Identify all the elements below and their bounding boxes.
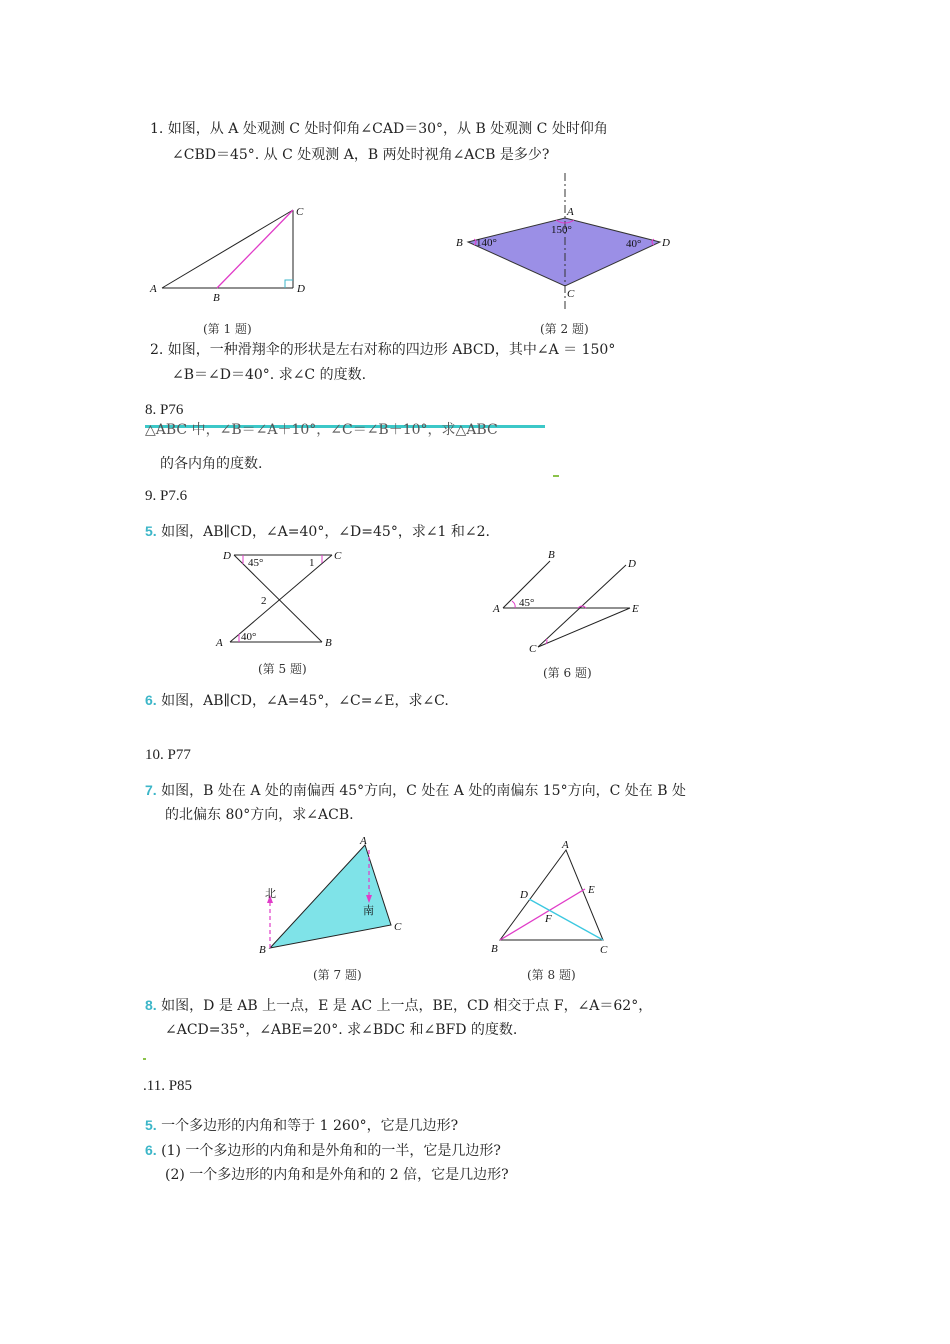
figure-5 [210,545,340,655]
s11-q6-text-1: (1) 一个多边形的内角和是外角和的一半，它是几边形? [161,1143,501,1159]
section-8-line-2: 的各内角的度数. [160,456,263,472]
f8-label-c: C [600,944,608,956]
green-dot [143,1058,146,1060]
figure-1 [145,200,315,310]
f8-label-f: F [545,913,552,925]
f8-label-e: E [588,884,595,896]
f6-angle-a: 45° [519,597,535,609]
section-10-q8-line-2: ∠ACD=35°，∠ABE=20°. 求∠BDC 和∠BFD 的度数. [165,1022,518,1038]
f2-label-a: A [567,206,574,218]
f5-label-c: C [334,550,342,562]
f5-angle-d: 45° [248,557,264,569]
q7-text-line-1: 如图，B 处在 A 处的南偏西 45°方向，C 处在 A 处的南偏东 15°方向，C 处在 B 处 [161,783,686,799]
figure-7-caption: (第 7 题) [313,968,362,982]
section-10-q8-line-1 [145,995,652,1016]
figure-8-caption: (第 8 题) [527,968,576,982]
problem-1-line-1: 1. 如图，从 A 处观测 C 处时仰角∠CAD＝30°，从 B 处观测 C 处时仰角 [150,121,608,137]
f5-angle-a: 40° [241,631,257,643]
problem-2-line-2: ∠B＝∠D＝40°. 求∠C 的度数. [172,367,367,383]
f7-label-south: 南 [363,905,374,917]
section-11-q6-line-1 [145,1140,501,1161]
figure-5-caption: (第 5 题) [258,662,307,676]
f2-angle-b: 140° [476,237,497,249]
f6-label-c: C [529,643,537,655]
f6-label-b: B [548,549,555,561]
f8-label-d: D [520,889,528,901]
section-9-heading: 9. P7.6 [145,488,188,504]
q7-number: 7. [145,782,157,798]
f2-label-c: C [567,288,575,300]
figure-6 [490,545,650,660]
f2-angle-a: 150° [551,224,572,236]
f5-angle-2: 2 [261,595,267,607]
section-11-q5 [145,1115,458,1136]
figure-6-caption: (第 6 题) [543,666,592,680]
f6-label-d: D [628,558,636,570]
figure-7 [255,835,415,960]
s11-q5-number: 5. [145,1117,157,1133]
f2-label-d: D [662,237,670,249]
section-11-heading: .11. P85 [143,1078,193,1094]
q5-text: 如图，AB∥CD，∠A=40°，∠D=45°，求∠1 和∠2. [161,524,491,540]
f1-label-a: A [150,283,157,295]
s11-q6-number: 6. [145,1142,157,1158]
q5-number: 5. [145,523,157,539]
f7-label-a: A [360,835,367,847]
section-8-line-1: △ABC 中，∠B＝∠A＋10°，∠C＝∠B＋10°，求△ABC [145,422,498,438]
section-10-heading: 10. P77 [145,747,191,763]
f8-label-a: A [562,839,569,851]
q6-text: 如图，AB∥CD，∠A=45°，∠C=∠E，求∠C. [161,693,449,709]
f2-label-b: B [456,237,463,249]
q8-number: 8. [145,997,157,1013]
section-8-heading: 8. P76 [145,402,184,418]
f5-label-a: A [216,637,223,649]
q8-text-line-1: 如图，D 是 AB 上一点，E 是 AC 上一点，BE，CD 相交于点 F，∠A＝62°， [161,998,653,1014]
f2-angle-d: 40° [626,238,642,250]
green-mark [553,475,559,477]
f1-label-b: B [213,292,220,304]
section-10-q7-line-2: 的北偏东 80°方向，求∠ACB. [165,807,354,823]
section-9-q5 [145,521,490,542]
f5-label-d: D [223,550,231,562]
f5-label-b: B [325,637,332,649]
problem-2-line-1: 2. 如图，一种滑翔伞的形状是左右对称的四边形 ABCD，其中∠A ＝ 150° [150,342,616,358]
section-9-q6 [145,690,449,711]
figure-8 [488,838,618,960]
f5-angle-1: 1 [309,557,315,569]
f8-label-b: B [491,943,498,955]
f7-label-c: C [394,921,402,933]
s11-q5-text: 一个多边形的内角和等于 1 260°，它是几边形? [161,1118,459,1134]
figure-1-caption: (第 1 题) [203,322,252,336]
f1-label-c: C [296,206,304,218]
f7-label-north: 北 [265,888,276,900]
figure-2 [450,170,680,315]
section-8-clipped-line [145,422,545,440]
f1-label-d: D [297,283,305,295]
section-10-q7-line-1 [145,780,686,801]
f7-label-b: B [259,944,266,956]
figure-2-caption: (第 2 题) [540,322,589,336]
f6-label-e: E [632,603,639,615]
f6-label-a: A [493,603,500,615]
q6-number: 6. [145,692,157,708]
problem-1-line-2: ∠CBD＝45°. 从 C 处观测 A，B 两处时视角∠ACB 是多少? [172,147,550,163]
section-11-q6-line-2: (2) 一个多边形的内角和是外角和的 2 倍，它是几边形? [165,1167,509,1183]
